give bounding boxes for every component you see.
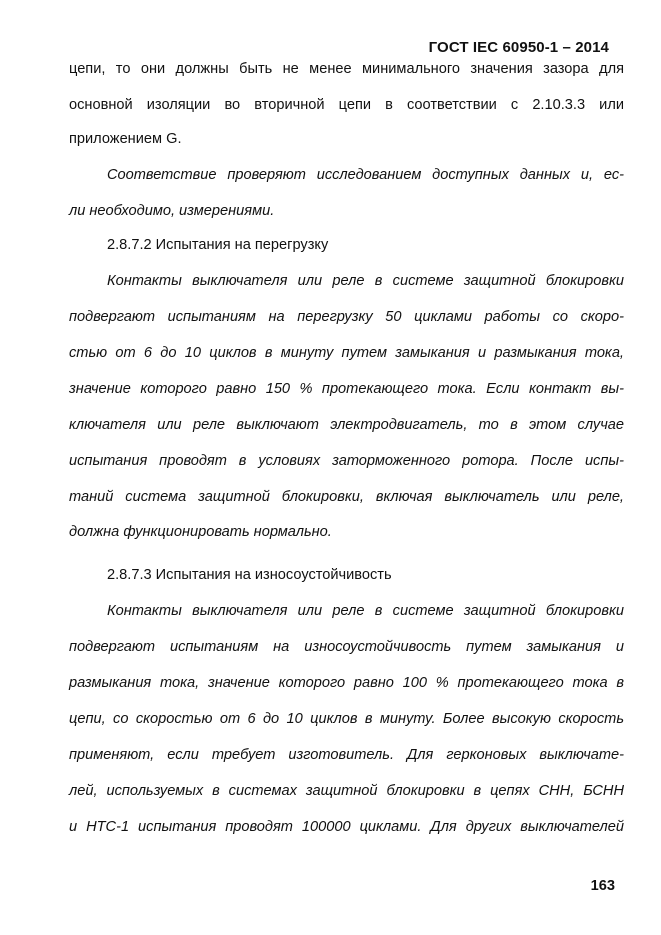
test-text-line: ключателя или реле выключают электродвигатель, то в этом случае [69, 417, 624, 433]
test-text-line: размыкания тока, значение которого равно 100 % протекающего тока в [69, 675, 624, 691]
test-text-line: подвергают испытаниям на перегрузку 50 циклами работы со скоро- [69, 309, 624, 325]
body-line: цепи, то они должны быть не менее минимального значения зазора для [69, 61, 624, 77]
section-heading-2-8-7-3: 2.8.7.3 Испытания на износоустойчивость [107, 567, 392, 583]
test-text-line: и НТС-1 испытания проводят 100000 циклами. Для других выключателей [69, 819, 624, 835]
test-text-line: применяют, если требует изготовитель. Для герконовых выключате- [69, 747, 624, 763]
test-text-line: испытания проводят в условиях заторможенного ротора. После испы- [69, 453, 624, 469]
test-text-line: подвергают испытаниям на износоустойчивость путем замыкания и [69, 639, 624, 655]
test-text-line: Контакты выключателя или реле в системе защитной блокировки [107, 603, 624, 619]
compliance-line: Соответствие проверяют исследованием доступных данных и, ес- [107, 167, 624, 183]
page-number: 163 [590, 878, 615, 894]
body-line: основной изоляции во вторичной цепи в соответствии с 2.10.3.3 или [69, 97, 624, 113]
test-text-line: таний система защитной блокировки, включая выключатель или реле, [69, 489, 624, 505]
body-line: приложением G. [69, 131, 182, 147]
compliance-line: ли необходимо, измерениями. [69, 203, 275, 219]
section-heading-2-8-7-2: 2.8.7.2 Испытания на перегрузку [107, 237, 329, 253]
standard-designation: ГОСТ IEC 60950-1 – 2014 [428, 39, 609, 56]
test-text-line: Контакты выключателя или реле в системе защитной блокировки [107, 273, 624, 289]
test-text-line: цепи, со скоростью от 6 до 10 циклов в минуту. Более высокую скорость [69, 711, 624, 727]
test-text-line: лей, используемых в системах защитной блокировки в цепях СНН, БСНН [69, 783, 624, 799]
test-text-line: должна функционировать нормально. [69, 524, 332, 540]
test-text-line: значение которого равно 150 % протекающего тока. Если контакт вы- [69, 381, 624, 397]
test-text-line: стью от 6 до 10 циклов в минуту путем замыкания и размыкания тока, [69, 345, 624, 361]
